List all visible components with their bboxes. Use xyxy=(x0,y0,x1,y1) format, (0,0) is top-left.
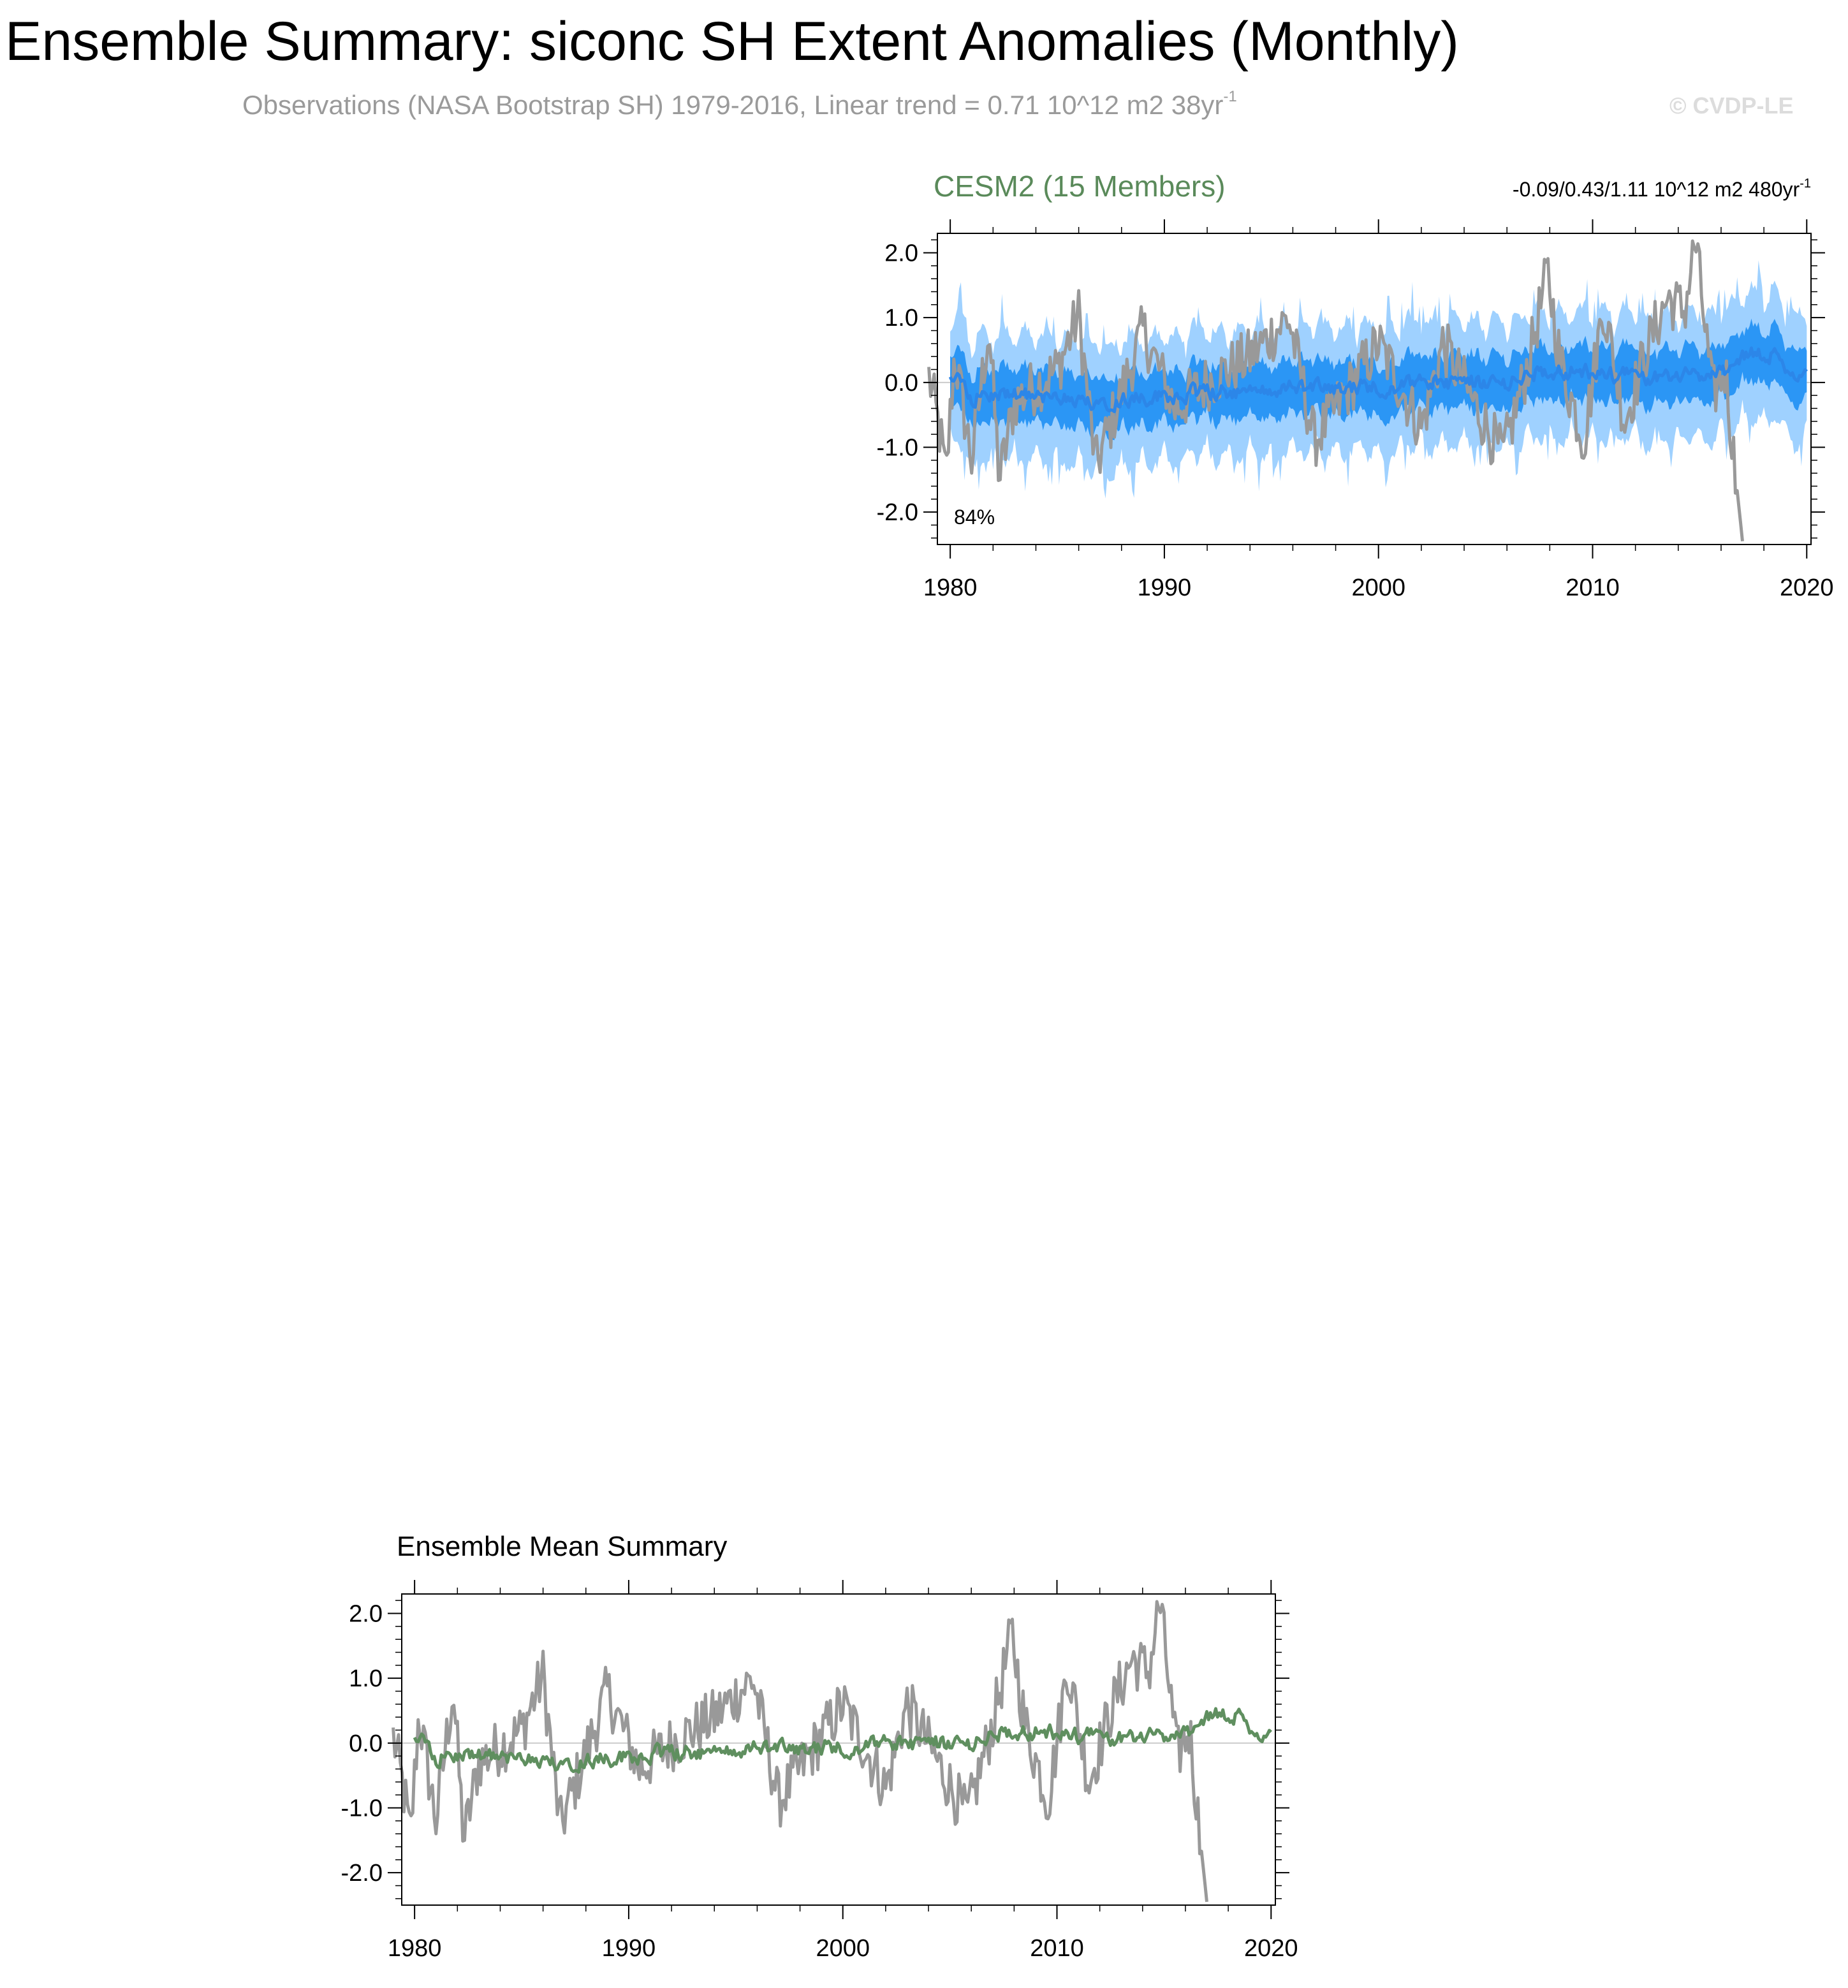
subtitle-text: Observations (NASA Bootstrap SH) 1979-2016, Linear trend = 0.71 10^12 m2 38yr xyxy=(242,90,1224,120)
stats-superscript: -1 xyxy=(1800,177,1811,191)
x-tick-label: 1990 xyxy=(601,1935,656,1962)
cesm2-panel-title: CESM2 (15 Members) xyxy=(934,170,1226,203)
cesm2-plot-area xyxy=(877,219,1834,601)
x-tick-label: 2000 xyxy=(1351,574,1405,601)
x-tick-label: 1980 xyxy=(387,1935,442,1962)
x-tick-label: 2020 xyxy=(1780,574,1834,601)
cesm2-percent-annotation: 84% xyxy=(954,506,995,529)
y-tick-label: 2.0 xyxy=(349,1600,383,1628)
y-tick-label: -2.0 xyxy=(341,1860,383,1887)
x-tick-label: 2020 xyxy=(1244,1935,1298,1962)
ensemble-mean-panel xyxy=(341,1531,1298,1962)
x-tick-label: 2000 xyxy=(816,1935,870,1962)
y-tick-label: 2.0 xyxy=(884,240,918,267)
x-tick-label: 2010 xyxy=(1030,1935,1084,1962)
x-tick-label: 2010 xyxy=(1566,574,1620,601)
ensemble-mean-panel-title: Ensemble Mean Summary xyxy=(397,1531,728,1562)
y-tick-label: -2.0 xyxy=(876,499,918,527)
cesm2-panel xyxy=(877,170,1834,601)
y-tick-label: 1.0 xyxy=(884,305,918,332)
x-tick-label: 1990 xyxy=(1137,574,1192,601)
y-tick-label: 0.0 xyxy=(884,369,918,397)
subtitle-superscript: -1 xyxy=(1223,88,1237,105)
y-tick-label: 1.0 xyxy=(349,1665,383,1693)
y-tick-label: -1.0 xyxy=(341,1795,383,1822)
y-tick-label: -1.0 xyxy=(876,434,918,462)
y-tick-label: 0.0 xyxy=(349,1730,383,1757)
ensemble-mean-plot-area xyxy=(341,1580,1298,1962)
x-tick-label: 1980 xyxy=(923,574,978,601)
figure-title: Ensemble Summary: siconc SH Extent Anomalies (Monthly) xyxy=(5,11,1459,72)
cesm2-panel-stats xyxy=(1513,177,1811,201)
stats-text: -0.09/0.43/1.11 10^12 m2 480yr xyxy=(1512,178,1800,201)
watermark: © CVDP-LE xyxy=(1669,92,1794,119)
